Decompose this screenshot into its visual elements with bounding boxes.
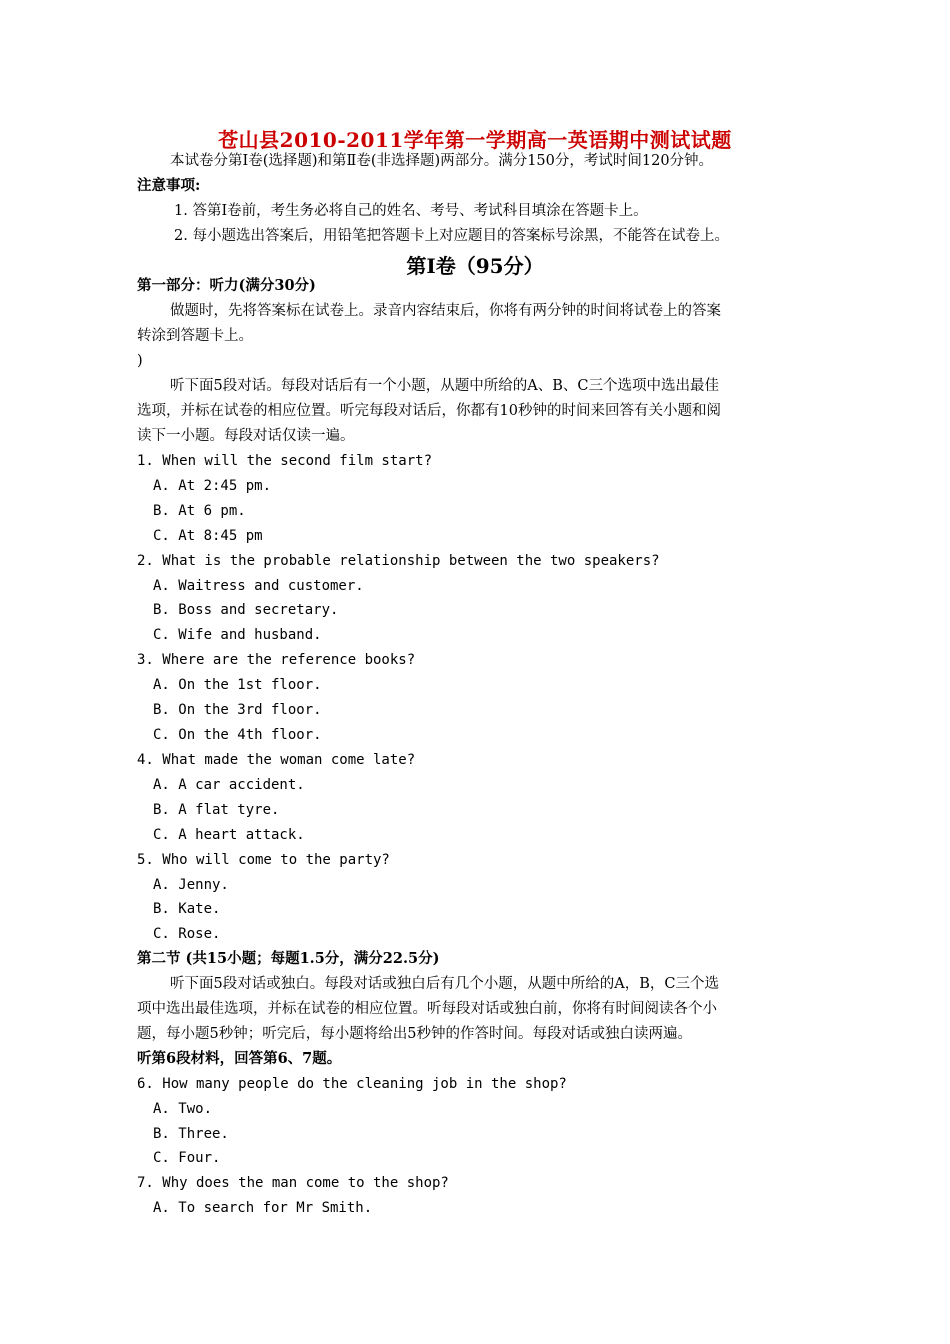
question-3: 3. Where are the reference books? [137, 652, 416, 668]
section1-instruction-line2: 选项，并标在试卷的相应位置。听完每段对话后，你都有10秒钟的时间来回答有关小题和阅 [137, 403, 721, 419]
question-7: 7. Why does the man come to the shop? [137, 1175, 449, 1191]
option-5a: A. Jenny. [153, 877, 229, 893]
option-3a: A. On the 1st floor. [153, 677, 322, 693]
intro-text: 本试卷分第Ⅰ卷(选择题)和第Ⅱ卷(非选择题)两部分。满分150分，考试时间120分钟。 [170, 153, 714, 169]
option-6c: C. Four. [153, 1150, 221, 1166]
option-4a: A. A car accident. [153, 777, 305, 793]
section2-instruction-line3: 题，每小题5秒钟；听完后，每小题将给出5秒钟的作答时间。每段对话或独白读两遍。 [137, 1026, 692, 1042]
page-title: 苍山县2010-2011学年第一学期高一英语期中测试试题 [218, 128, 732, 152]
notice-heading: 注意事项: [137, 177, 201, 194]
section1-instruction-line1: 听下面5段对话。每段对话后有一个小题，从题中所给的A、B、C三个选项中选出最佳 [170, 378, 719, 394]
notice-item-2: 2. 每小题选出答案后，用铅笔把答题卡上对应题目的答案标号涂黑，不能答在试卷上。 [174, 228, 729, 244]
volume-title: 第Ⅰ卷（95分） [406, 254, 544, 278]
option-2a: A. Waitress and customer. [153, 578, 364, 594]
option-1a: A. At 2:45 pm. [153, 478, 272, 494]
option-4b: B. A flat tyre. [153, 802, 280, 818]
section2-instruction-line1: 听下面5段对话或独白。每段对话或独白后有几个小题，从题中所给的A，B，C三个选 [170, 976, 719, 992]
option-5c: C. Rose. [153, 926, 221, 942]
option-1c: C. At 8:45 pm [153, 528, 263, 544]
option-3b: B. On the 3rd floor. [153, 702, 322, 718]
material6-heading: 听第6段材料，回答第6、7题。 [137, 1050, 342, 1067]
section1-instruction-line3: 读下一小题。每段对话仅读一遍。 [137, 428, 355, 444]
stray-paren: ) [137, 353, 143, 369]
part1-heading: 第一部分：听力(满分30分) [137, 277, 316, 294]
part1-instruction-line2: 转涂到答题卡上。 [137, 328, 253, 344]
option-5b: B. Kate. [153, 901, 221, 917]
notice-item-1: 1. 答第Ⅰ卷前，考生务必将自己的姓名、考号、考试科目填涂在答题卡上。 [174, 203, 648, 219]
question-6: 6. How many people do the cleaning job in the shop? [137, 1076, 567, 1092]
option-2b: B. Boss and secretary. [153, 602, 339, 618]
option-6a: A. Two. [153, 1101, 213, 1117]
option-4c: C. A heart attack. [153, 827, 305, 843]
section2-heading: 第二节 (共15小题；每题1.5分，满分22.5分) [137, 950, 440, 967]
option-2c: C. Wife and husband. [153, 627, 322, 643]
part1-instruction-line1: 做题时，先将答案标在试卷上。录音内容结束后，你将有两分钟的时间将试卷上的答案 [170, 303, 721, 319]
section2-instruction-line2: 项中选出最佳选项，并标在试卷的相应位置。听每段对话或独白前，你将有时间阅读各个小 [137, 1001, 717, 1017]
question-1: 1. When will the second film start? [137, 453, 433, 469]
question-2: 2. What is the probable relationship between the two speakers? [137, 553, 660, 569]
question-5: 5. Who will come to the party? [137, 852, 390, 868]
option-1b: B. At 6 pm. [153, 503, 246, 519]
option-3c: C. On the 4th floor. [153, 727, 322, 743]
option-6b: B. Three. [153, 1126, 229, 1142]
question-4: 4. What made the woman come late? [137, 752, 416, 768]
option-7a: A. To search for Mr Smith. [153, 1200, 373, 1216]
